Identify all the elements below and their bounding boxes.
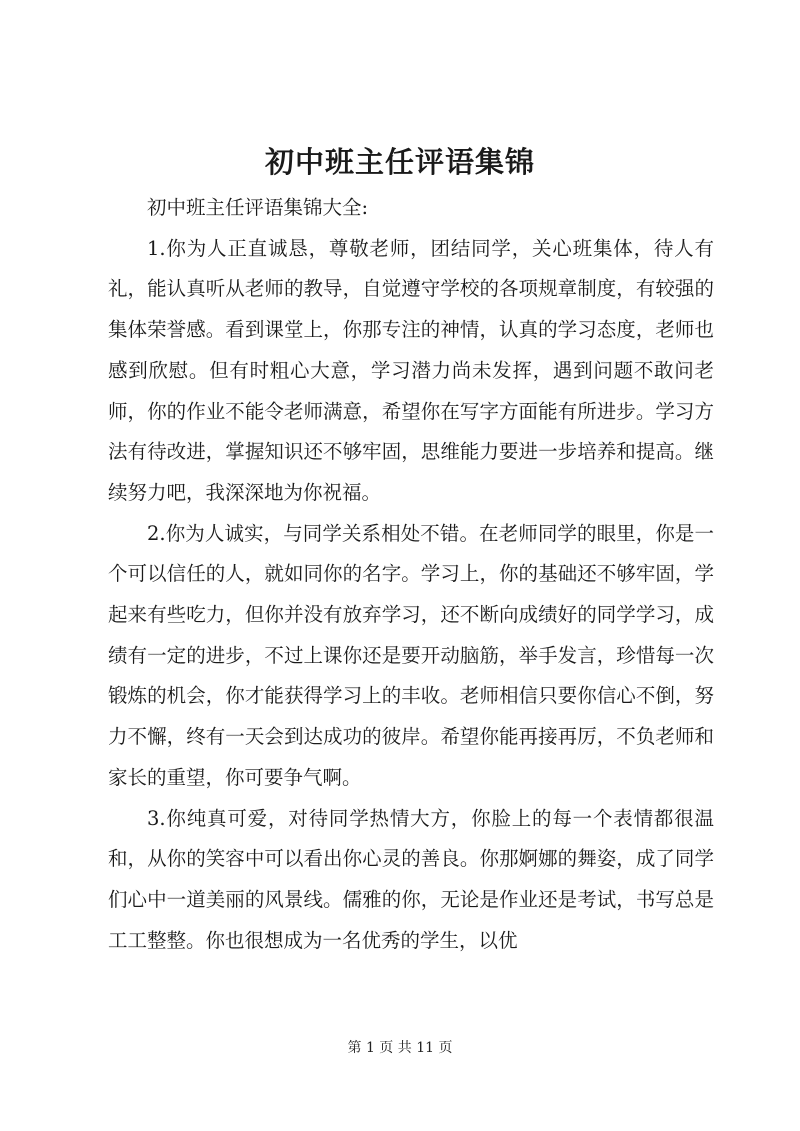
document-title: 初中班主任评语集锦: [264, 145, 535, 179]
intro-paragraph: 初中班主任评语集锦大全:: [147, 196, 369, 219]
comment-paragraph-2: 2.你为人诚实，与同学关系相处不错。在老师同学的眼里，你是一个可以信任的人，就如同你的名字。学习上，你的基础还不够牢固，学起来有些吃力，但你并没有放弃学习，还不断向成绩好的同学学习，成绩有一定的进步，不过上课你还是要开动脑筋，举手发言，珍惜每一次锻炼的机会，你才能获得学习上的丰收。老师相信只要你信心不倒，努力不懈，终有一天会到达成功的彼岸。希望你能再接再厉，不负老师和家长的重望，你可要争气啊。: [108, 521, 714, 789]
page-footer: 第 1 页 共 11 页: [347, 1040, 453, 1056]
comment-paragraph-3: 3.你纯真可爱，对待同学热情大方，你脸上的每一个表情都很温和，从你的笑容中可以看出你心灵的善良。你那婀娜的舞姿，成了同学们心中一道美丽的风景线。儒雅的你，无论是作业还是考试，书写总是工工整整。你也很想成为一名优秀的学生，以优: [108, 806, 714, 952]
comment-paragraph-1: 1.你为人正直诚恳，尊敬老师，团结同学，关心班集体，待人有礼，能认真听从老师的教导，自觉遵守学校的各项规章制度，有较强的集体荣誉感。看到课堂上，你那专注的神情，认真的学习态度，老师也感到欣慰。但有时粗心大意，学习潜力尚未发挥，遇到问题不敢问老师，你的作业不能令老师满意，希望你在写字方面能有所进步。学习方法有待改进，掌握知识还不够牢固，思维能力要进一步培养和提高。继续努力吧，我深深地为你祝福。: [108, 236, 714, 504]
document-body: [108, 188, 714, 961]
